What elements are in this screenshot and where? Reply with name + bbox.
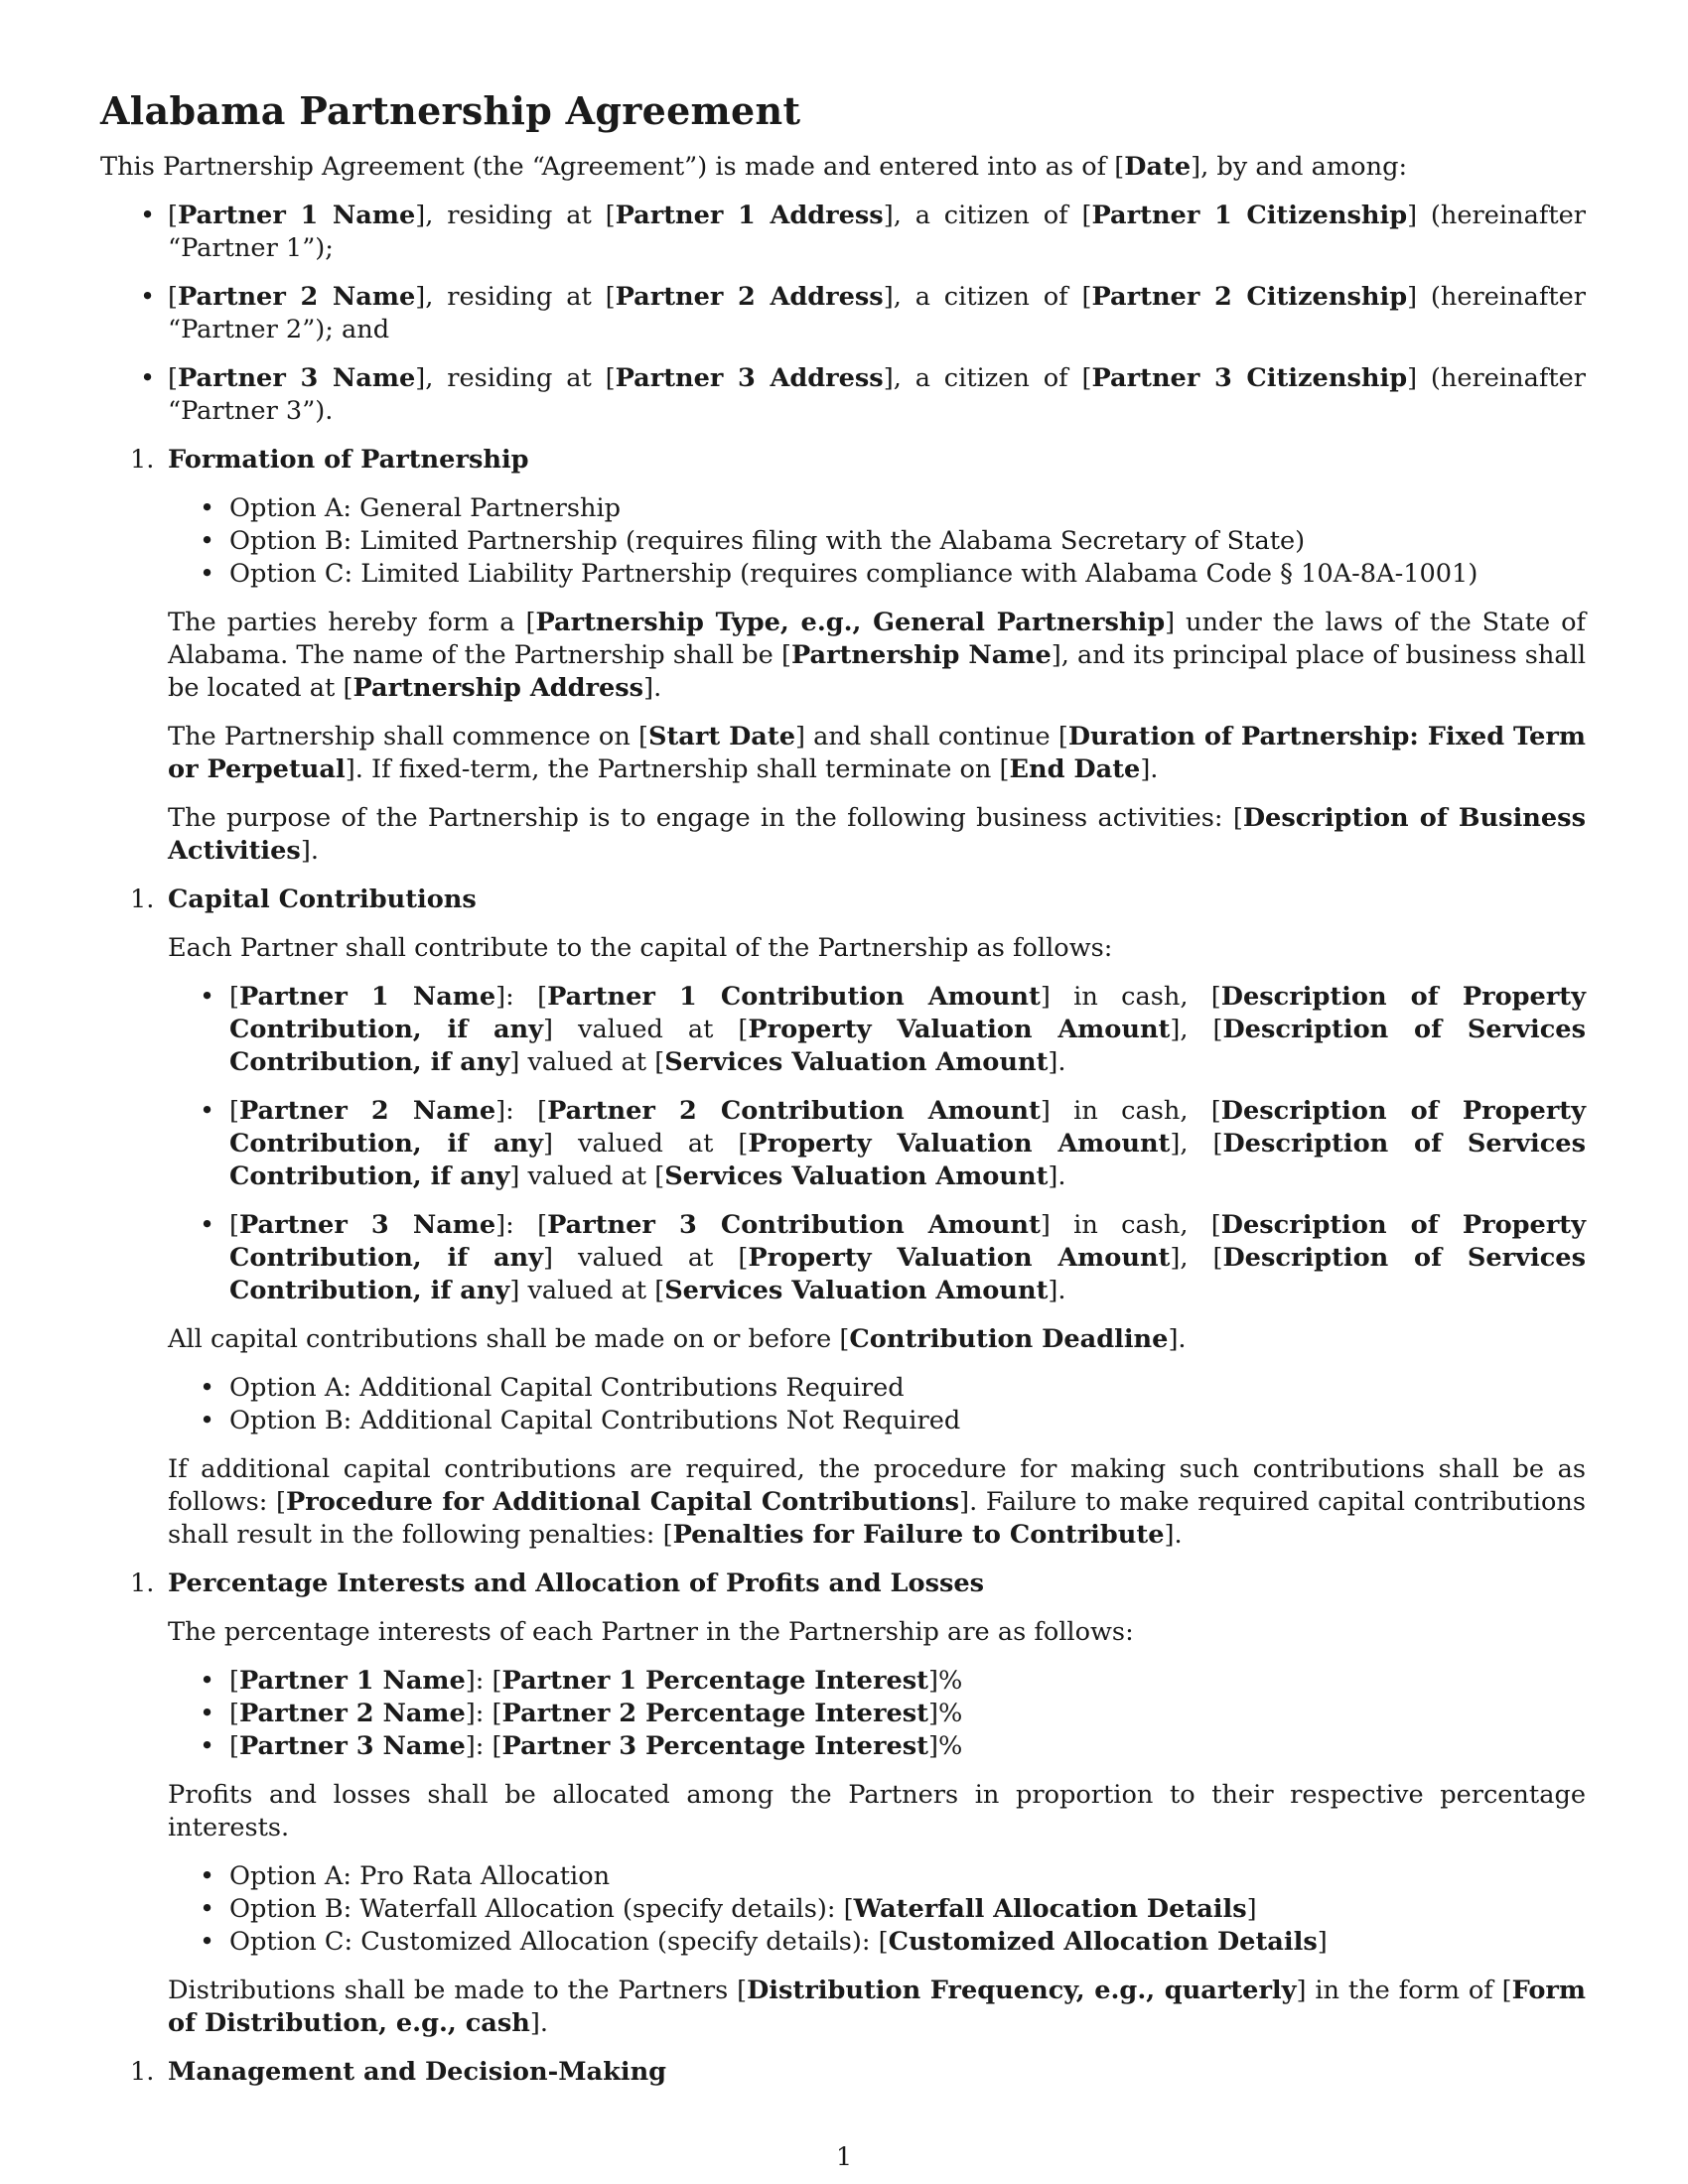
option-item: • Option C: Customized Allocation (specify details): [Customized Allocation Details] [100, 1926, 1586, 1959]
allocation-paragraph: Profits and losses shall be allocated among the Partners in proportion to their respective percentage interests. [168, 1780, 1586, 1843]
section-management-heading: 1. Management and Decision-Making [130, 2057, 667, 2087]
capital-lead: Each Partner shall contribute to the capital of the Partnership as follows: [168, 933, 1113, 963]
section-formation-heading: 1. Formation of Partnership [130, 445, 529, 475]
distribution-paragraph: Distributions shall be made to the Partners [Distribution Frequency, e.g., quarterly] in the form of [Form of Distribution, e.g., cash]. [168, 1976, 1587, 2038]
partner-item: • [Partner 2 Name], residing at [Partner 2 Address], a citizen of [Partner 2 Citizenship] (hereinafter “Partner 2”); and [100, 281, 1586, 346]
page-number: 1 [835, 2142, 853, 2172]
interest-item: • [Partner 1 Name]: [Partner 1 Percentage Interest]% [100, 1665, 1586, 1698]
procedure-paragraph: If additional capital contributions are required, the procedure for making such contributions shall be as follows: [Procedure for Additional Capital Contributions]. Failure to make required capital contributions shall result in the following penalties: [Penalties for Failure to Contribute]. [168, 1454, 1586, 1550]
formation-options [100, 492, 1586, 591]
option-item: • Option A: Pro Rata Allocation [100, 1860, 1586, 1893]
section-capital-heading: 1. Capital Contributions [130, 885, 477, 914]
option-item: • Option B: Waterfall Allocation (specify details): [Waterfall Allocation Details] [100, 1893, 1586, 1926]
option-item: • Option A: General Partnership [100, 492, 1586, 525]
contribution-item: • [Partner 2 Name]: [Partner 2 Contribution Amount] in cash, [Description of Property Contribution, if any] valued at [Property Valuation Amount], [Description of Services Contribution, if any] valued at [Services Valuation Amount]. [100, 1095, 1586, 1193]
capital-options [100, 1372, 1586, 1437]
option-item: • Option B: Limited Partnership (requires filing with the Alabama Secretary of State) [100, 525, 1586, 558]
contribution-list [100, 981, 1586, 1307]
deadline-paragraph: All capital contributions shall be made on or before [Contribution Deadline]. [168, 1324, 1187, 1354]
term-paragraph: The Partnership shall commence on [Start Date] and shall continue [Duration of Partnership: Fixed Term or Perpetual]. If fixed-term, the Partnership shall terminate on [End Date]. [168, 722, 1586, 784]
section-interests-heading: 1. Percentage Interests and Allocation of Profits and Losses [130, 1569, 985, 1598]
purpose-paragraph: The purpose of the Partnership is to engage in the following business activities: [Description of Business Activities]. [168, 803, 1586, 866]
option-item: • Option C: Limited Liability Partnership (requires compliance with Alabama Code § 10A-8A-1001) [100, 558, 1586, 591]
partner-list [100, 200, 1586, 428]
option-item: • Option B: Additional Capital Contributions Not Required [100, 1405, 1586, 1437]
intro-paragraph: This Partnership Agreement (the “Agreement”) is made and entered into as of [Date], by and among: [100, 152, 1408, 182]
interests-lead: The percentage interests of each Partner in the Partnership are as follows: [168, 1617, 1134, 1647]
partner-item: • [Partner 3 Name], residing at [Partner 3 Address], a citizen of [Partner 3 Citizenship] (hereinafter “Partner 3”). [100, 362, 1586, 428]
contribution-item: • [Partner 1 Name]: [Partner 1 Contribution Amount] in cash, [Description of Property Contribution, if any] valued at [Property Valuation Amount], [Description of Services Contribution, if any] valued at [Services Valuation Amount]. [100, 981, 1586, 1079]
interest-item: • [Partner 2 Name]: [Partner 2 Percentage Interest]% [100, 1698, 1586, 1730]
partner-item: • [Partner 1 Name], residing at [Partner 1 Address], a citizen of [Partner 1 Citizenship] (hereinafter “Partner 1”); [100, 200, 1586, 265]
document-page [100, 87, 1586, 2105]
formation-paragraph: The parties hereby form a [Partnership Type, e.g., General Partnership] under the laws of the State of Alabama. The name of the Partnership shall be [Partnership Name], and its principal place of business shall be located at [Partnership Address]. [168, 608, 1587, 703]
document-title: Alabama Partnership Agreement [100, 88, 801, 133]
interest-list [100, 1665, 1586, 1763]
allocation-options [100, 1860, 1586, 1959]
interest-item: • [Partner 3 Name]: [Partner 3 Percentage Interest]% [100, 1730, 1586, 1763]
option-item: • Option A: Additional Capital Contributions Required [100, 1372, 1586, 1405]
contribution-item: • [Partner 3 Name]: [Partner 3 Contribution Amount] in cash, [Description of Property Contribution, if any] valued at [Property Valuation Amount], [Description of Services Contribution, if any] valued at [Services Valuation Amount]. [100, 1209, 1586, 1307]
